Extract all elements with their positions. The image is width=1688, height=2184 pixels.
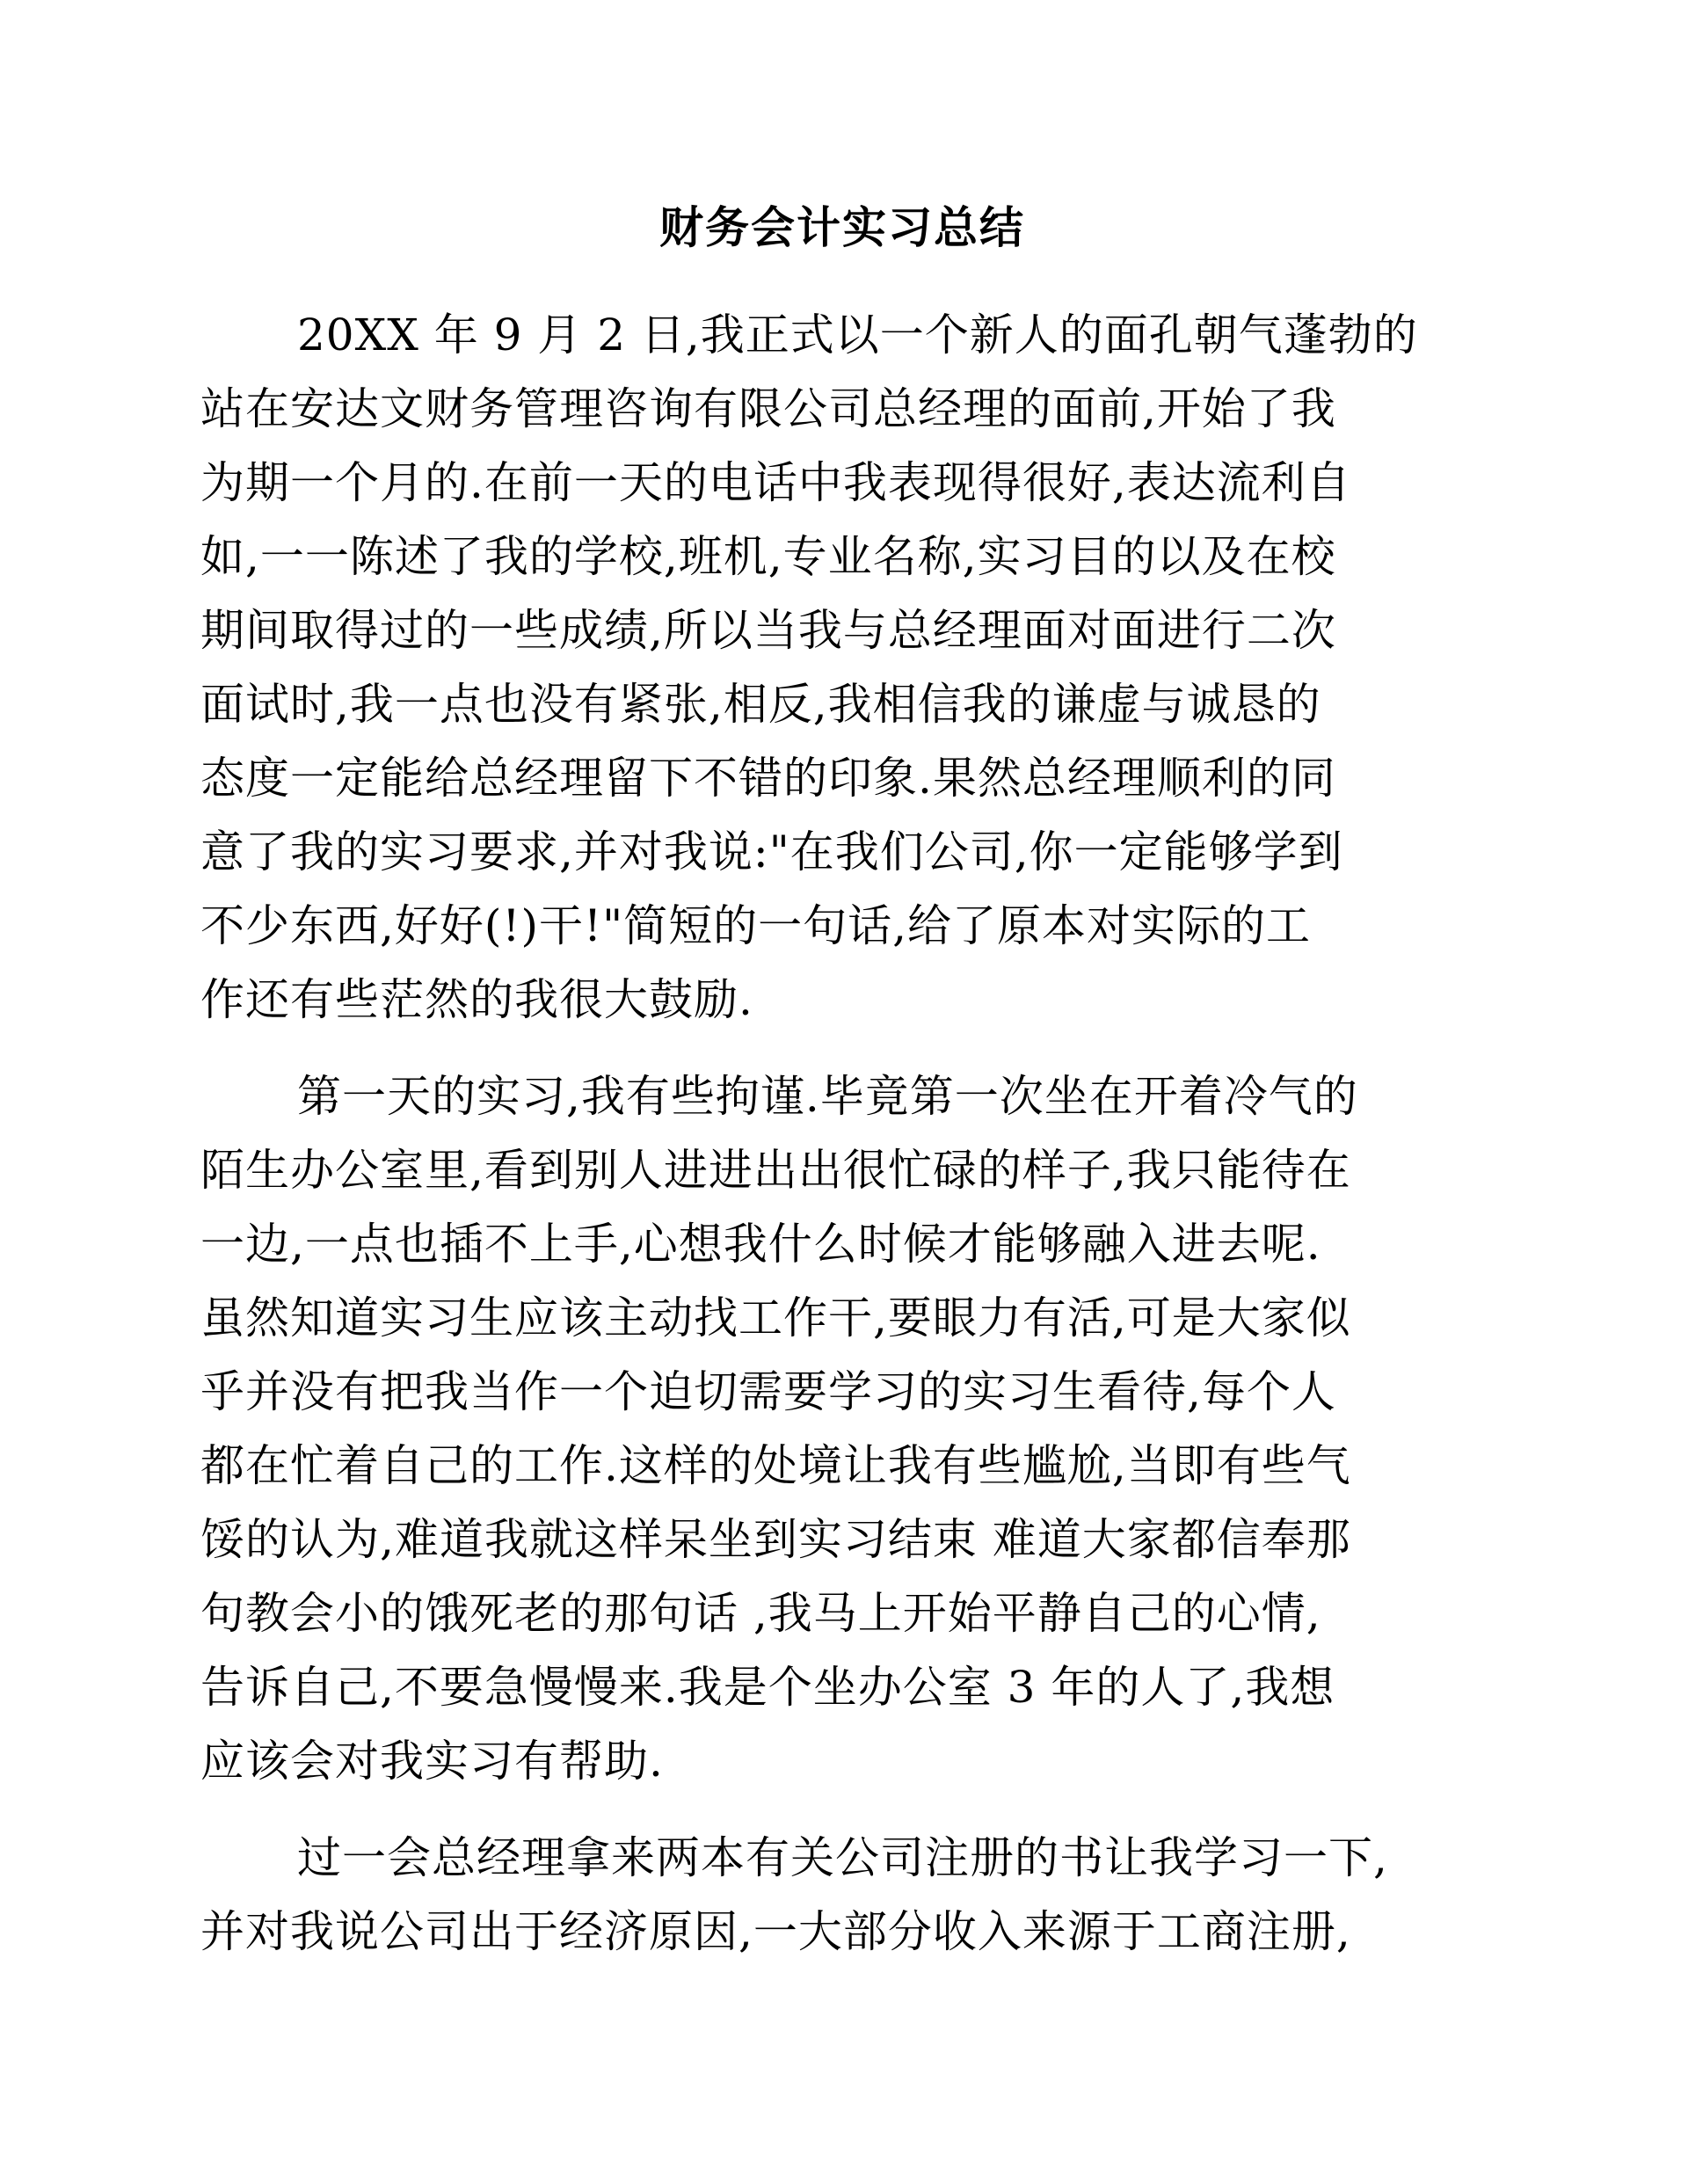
paragraph-line: 为期一个月的.在前一天的电话中我表现得很好,表达流利自 (200, 457, 1351, 508)
paragraph-line: 并对我说公司出于经济原因,一大部分收入来源于工商注册, (200, 1906, 1351, 1957)
paragraph-line: 态度一定能给总经理留下不错的印象.果然总经理顺利的同 (200, 753, 1336, 804)
paragraph-line: 过一会总经理拿来两本有关公司注册的书让我学习一下, (297, 1832, 1388, 1883)
paragraph-line: 第一天的实习,我有些拘谨.毕竟第一次坐在开着冷气的 (297, 1071, 1358, 1122)
paragraph-line: 面试时,我一点也没有紧张,相反,我相信我的谦虚与诚恳的 (200, 679, 1321, 730)
paragraph-line: 意了我的实习要求,并对我说:"在我们公司,你一定能够学到 (200, 826, 1343, 877)
paragraph-line: 一边,一点也插不上手,心想我什么时候才能够融入进去呢. (200, 1219, 1321, 1270)
paragraph-line: 告诉自己,不要急慢慢来.我是个坐办公室 3 年的人了,我想 (200, 1662, 1335, 1713)
paragraph-line: 站在安达文财务管理咨询有限公司总经理的面前,开始了我 (200, 383, 1336, 434)
paragraph-line: 应该会对我实习有帮助. (200, 1736, 664, 1787)
paragraph-line: 期间取得过的一些成绩,所以当我与总经理面对面进行二次 (200, 605, 1336, 656)
paragraph-line: 句教会小的饿死老的那句话 ,我马上开始平静自己的心情, (200, 1588, 1321, 1639)
document-title: 财务会计实习总结 (659, 201, 1025, 253)
paragraph-line: 都在忙着自己的工作.这样的处境让我有些尴尬,当即有些气 (200, 1440, 1351, 1491)
paragraph-line: 虽然知道实习生应该主动找工作干,要眼力有活,可是大家似 (200, 1292, 1351, 1343)
paragraph-line: 陌生办公室里,看到别人进进出出很忙碌的样子,我只能待在 (200, 1145, 1351, 1196)
paragraph-line: 20XX 年 9 月 2 日,我正式以一个新人的面孔朝气蓬勃的 (297, 309, 1418, 360)
paragraph-line: 如,一一陈述了我的学校,班机,专业名称,实习目的以及在校 (200, 531, 1336, 582)
paragraph-line: 作还有些茫然的我很大鼓励. (200, 974, 753, 1025)
paragraph-line: 乎并没有把我当作一个迫切需要学习的实习生看待,每个人 (200, 1366, 1336, 1417)
paragraph-line: 不少东西,好好(!)干!"简短的一句话,给了原本对实际的工 (200, 900, 1311, 951)
paragraph-line: 馁的认为,难道我就这样呆坐到实习结束 难道大家都信奉那 (200, 1514, 1351, 1565)
